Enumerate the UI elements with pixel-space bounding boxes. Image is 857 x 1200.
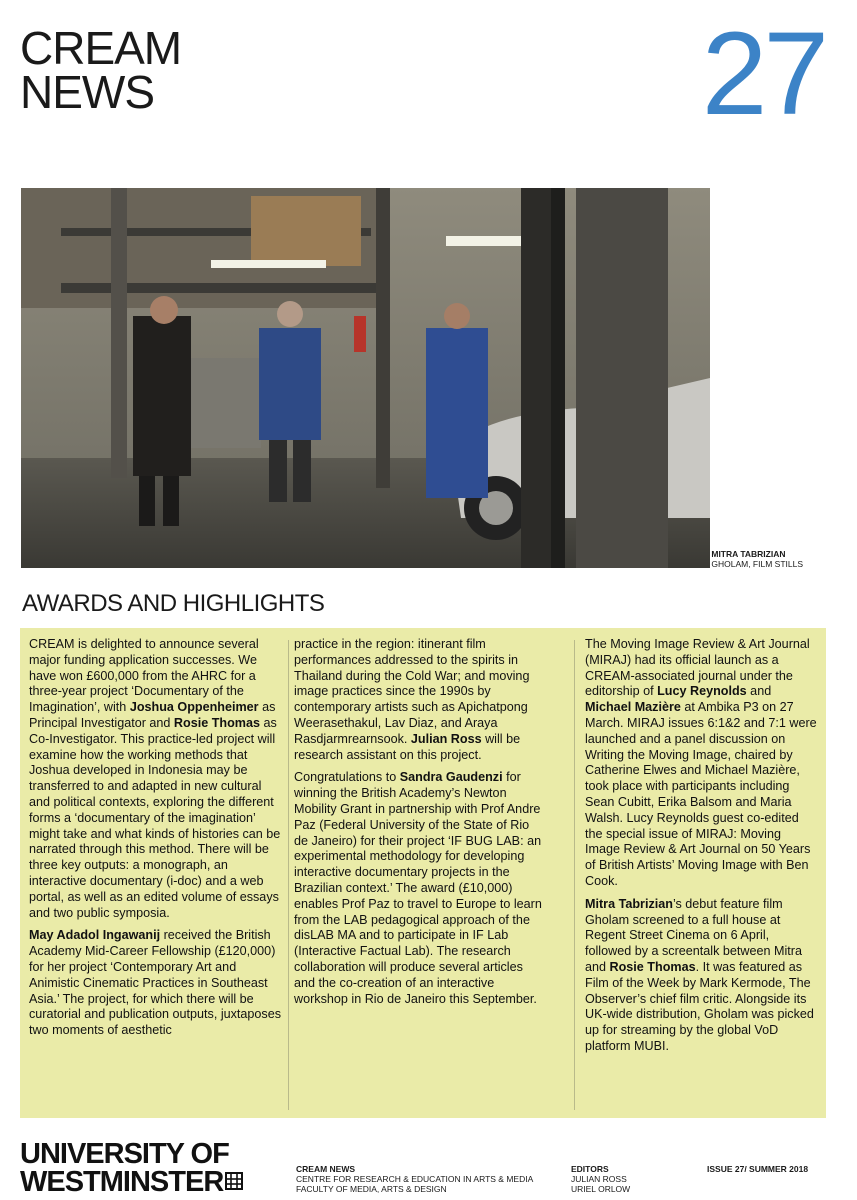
column-2 — [294, 637, 546, 1014]
university-logo — [20, 1140, 243, 1196]
paragraph-tabrizian — [585, 897, 817, 1055]
masthead-title-line1: CREAM — [20, 22, 182, 74]
person-name: Sandra Gaudenzi — [399, 770, 503, 785]
footer-editors — [571, 1164, 630, 1194]
column-3 — [585, 637, 817, 1062]
person-name: Rosie Thomas — [173, 715, 260, 730]
photo-caption-name: MITRA TABRIZIAN — [711, 549, 786, 559]
photo-caption-sub: GHOLAM, FILM STILLS — [711, 559, 803, 569]
issue-number: 27 — [701, 8, 825, 140]
text-run: as Co-Investigator. This practice-led project will examine how the working methods that Joshua developed in Indonesia may be transferred to and adapted in new cultural and political contexts, exploring the different forms a ‘documentary of the imagination’ might take and what kinds of histories can be narrated through this method. There will be three key outputs: a monograph, an interactive documentary (i-doc) and a web portal, as well as an edited volume of essays and two public symposia. — [29, 715, 281, 920]
person-name: Mitra Tabrizian — [585, 896, 673, 911]
text-run: as Principal Investigator and — [29, 700, 276, 730]
person-name: Rosie Thomas — [609, 959, 696, 974]
column-divider — [574, 640, 575, 1110]
person-name: May Adadol Ingawanij — [29, 928, 161, 943]
text-run: Congratulations to — [294, 770, 400, 785]
text-run: and — [746, 684, 772, 699]
footer-editor-2: URIEL ORLOW — [571, 1184, 631, 1194]
text-run: The Moving Image Review & Art Journal (MIRAJ) had its official launch as a CREAM-associated journal under the editorship of — [585, 637, 810, 699]
footer-editors-head: EDITORS — [571, 1164, 609, 1174]
film-still-illustration — [21, 188, 710, 568]
person-name: Lucy Reynolds — [657, 684, 747, 699]
section-heading: AWARDS AND HIGHLIGHTS — [22, 590, 325, 617]
footer-issue-label: ISSUE 27/ SUMMER 2018 — [707, 1164, 809, 1174]
highlights-panel — [20, 628, 826, 1118]
masthead-title-line2: NEWS — [20, 66, 154, 118]
university-logo-line1: UNIVERSITY OF — [20, 1138, 229, 1170]
university-logo-line2: WESTMINSTER — [20, 1166, 224, 1198]
footer-cream-news-line1: CENTRE FOR RESEARCH & EDUCATION IN ARTS & MEDIA — [296, 1174, 534, 1184]
text-run: practice in the region: itinerant film performances addressed to the spirits in Thailand during the Cold War; and moving image practices since the 1990s by contemporary artists such as Apichatpong Weerasethakul, Lav Diaz, and Araya Rasdjarmrearnsook. — [294, 637, 530, 746]
text-run: received the British Academy Mid-Career Fellowship (£120,000) for her project ‘Contemporary Art and Animistic Cinematic Practices in Southeast Asia.’ The project, for which there will be curatorial and publication outputs, juxtaposes two moments of aesthetic — [29, 928, 282, 1038]
portcullis-icon — [225, 1171, 243, 1191]
paragraph-ingawanij — [29, 928, 285, 1039]
person-name: Michael Mazière — [585, 700, 681, 715]
column-divider — [288, 640, 289, 1110]
text-run: for winning the British Academy’s Newton Mobility Grant in partnership with Prof Andre Paz (Federal University of the State of Rio de Janeiro) for their project ‘IF BUG LAB: an experimental methodology for developing interactive documentary projects in the Brazilian context.’ The award (£10,000) enables Prof Paz to travel to Europe to learn from the LAB pedagogical approach of the disLAB MA and to participate in IF Lab (Interactive Factual Lab). The research collaboration will produce several articles and the co-creation of an interactive workshop in Rio de Janeiro this September. — [294, 770, 542, 1006]
paragraph-oppenheimer — [29, 637, 285, 921]
paragraph-miraj — [585, 637, 817, 890]
film-still-photo — [21, 188, 710, 568]
university-logo-line2-wrap — [20, 1168, 243, 1196]
text-run: CREAM is delighted to announce several major funding application successes. We have won £600,000 from the AHRC for a three-year project ‘Documentary of the Imagination’, with — [29, 637, 259, 715]
footer-cream-news — [296, 1164, 533, 1194]
footer-cream-news-line2: FACULTY OF MEDIA, ARTS & DESIGN — [296, 1184, 447, 1194]
column-1 — [29, 637, 285, 1046]
text-run: ’s debut feature film Gholam screened to a full house at Regent Street Cinema on 6 April, followed by a screentalk between Mitra and — [585, 896, 803, 974]
footer-cream-news-head: CREAM NEWS — [296, 1164, 356, 1174]
footer-editor-1: JULIAN ROSS — [571, 1174, 627, 1184]
text-run: at Ambika P3 on 27 March. MIRAJ issues 6:1&2 and 7:1 were launched and a panel discussion on Writing the Moving Image, chaired by Catherine Elwes and Michael Mazière, took place with participants including Sean Cubitt, Erika Balsom and Maria Walsh. Lucy Reynolds guest co-edited the special issue of MIRAJ: Moving Image Review & Art Journal on 50 Years of British Artists’ Moving Image with Ben Cook. — [585, 700, 817, 888]
person-name: Joshua Oppenheimer — [129, 700, 259, 715]
photo-caption — [711, 549, 803, 569]
person-name: Julian Ross — [410, 731, 482, 746]
paragraph-practice-continued — [294, 637, 546, 763]
text-run: . It was featured as Film of the Week by Mark Kermode, The Observer’s chief film critic. Alongside its UK-wide distribution, Gholam was picked up for streaming by the global VoD platform MUBI. — [585, 959, 814, 1053]
paragraph-gaudenzi — [294, 770, 546, 1007]
text-run: will be research assistant on this project. — [294, 731, 521, 762]
masthead-title — [20, 22, 182, 118]
